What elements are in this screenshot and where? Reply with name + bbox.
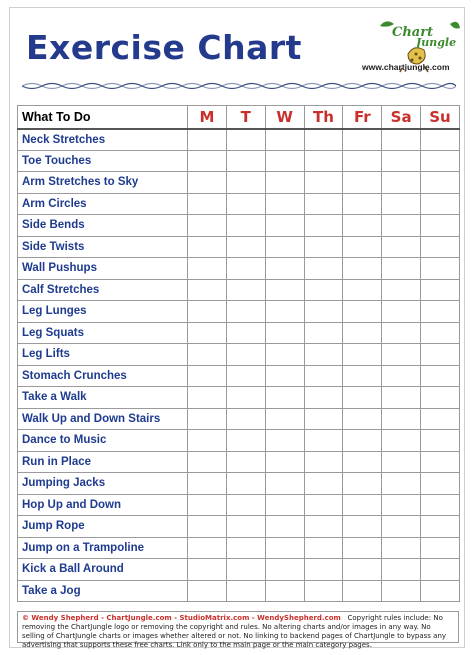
table-row: [18, 236, 460, 258]
header-row: [18, 106, 460, 129]
copyright-footer: [17, 611, 459, 649]
checkbox-cell[interactable]: [188, 150, 227, 172]
checkbox-cell[interactable]: [188, 193, 227, 215]
checkbox-cell[interactable]: [421, 258, 460, 280]
activity-label: Arm Stretches to Sky: [18, 172, 188, 194]
checkbox-cell[interactable]: [226, 279, 265, 301]
checkbox-cell[interactable]: [188, 580, 227, 602]
checkbox-cell[interactable]: [304, 408, 343, 430]
table-row: [18, 215, 460, 237]
checkbox-cell[interactable]: [421, 430, 460, 452]
checkbox-cell[interactable]: [226, 537, 265, 559]
checkbox-cell[interactable]: [188, 537, 227, 559]
checkbox-cell[interactable]: [382, 322, 421, 344]
activity-label: Run in Place: [18, 451, 188, 473]
table-row: [18, 537, 460, 559]
checkbox-cell[interactable]: [265, 451, 304, 473]
checkbox-cell[interactable]: [265, 344, 304, 366]
checkbox-cell[interactable]: [343, 279, 382, 301]
table-row: [18, 344, 460, 366]
checkbox-cell[interactable]: [421, 580, 460, 602]
checkbox-cell[interactable]: [226, 516, 265, 538]
checkbox-cell[interactable]: [226, 129, 265, 151]
checkbox-cell[interactable]: [382, 279, 421, 301]
checkbox-cell[interactable]: [421, 516, 460, 538]
checkbox-cell[interactable]: [265, 236, 304, 258]
table-row: [18, 516, 460, 538]
table-row: [18, 451, 460, 473]
checkbox-cell[interactable]: [226, 215, 265, 237]
checkbox-cell[interactable]: [421, 215, 460, 237]
column-header-day: M: [188, 106, 227, 129]
checkbox-cell[interactable]: [382, 516, 421, 538]
checkbox-cell[interactable]: [421, 322, 460, 344]
checkbox-cell[interactable]: [382, 193, 421, 215]
checkbox-cell[interactable]: [226, 344, 265, 366]
checkbox-cell[interactable]: [226, 473, 265, 495]
checkbox-cell[interactable]: [188, 172, 227, 194]
checkbox-cell[interactable]: [265, 150, 304, 172]
checkbox-cell[interactable]: [382, 150, 421, 172]
checkbox-cell[interactable]: [421, 559, 460, 581]
table-row: [18, 365, 460, 387]
column-header-activity: What To Do: [18, 106, 188, 129]
checkbox-cell[interactable]: [382, 258, 421, 280]
activity-label: Side Bends: [18, 215, 188, 237]
checkbox-cell[interactable]: [421, 537, 460, 559]
checkbox-cell[interactable]: [226, 494, 265, 516]
website-url: www.chartjungle.com: [362, 62, 450, 72]
table-row: [18, 150, 460, 172]
checkbox-cell[interactable]: [421, 129, 460, 151]
checkbox-cell[interactable]: [226, 172, 265, 194]
checkbox-cell[interactable]: [265, 580, 304, 602]
table-row: [18, 258, 460, 280]
checkbox-cell[interactable]: [382, 387, 421, 409]
table-row: [18, 301, 460, 323]
activity-label: Toe Touches: [18, 150, 188, 172]
checkbox-cell[interactable]: [343, 580, 382, 602]
checkbox-cell[interactable]: [343, 559, 382, 581]
logo-wordmark-jungle: Jungle: [416, 36, 457, 49]
checkbox-cell[interactable]: [226, 193, 265, 215]
checkbox-cell[interactable]: [304, 365, 343, 387]
column-header-day: T: [226, 106, 265, 129]
checkbox-cell[interactable]: [421, 387, 460, 409]
checkbox-cell[interactable]: [304, 559, 343, 581]
checkbox-cell[interactable]: [265, 301, 304, 323]
checkbox-cell[interactable]: [343, 172, 382, 194]
checkbox-cell[interactable]: [265, 387, 304, 409]
activity-label: Side Twists: [18, 236, 188, 258]
checkbox-cell[interactable]: [343, 215, 382, 237]
checkbox-cell[interactable]: [226, 301, 265, 323]
checkbox-cell[interactable]: [382, 430, 421, 452]
checkbox-cell[interactable]: [265, 430, 304, 452]
checkbox-cell[interactable]: [304, 129, 343, 151]
checkbox-cell[interactable]: [421, 494, 460, 516]
checkbox-cell[interactable]: [343, 516, 382, 538]
checkbox-cell[interactable]: [304, 258, 343, 280]
activity-label: Arm Circles: [18, 193, 188, 215]
checkbox-cell[interactable]: [382, 236, 421, 258]
checkbox-cell[interactable]: [265, 172, 304, 194]
checkbox-cell[interactable]: [226, 150, 265, 172]
checkbox-cell[interactable]: [304, 193, 343, 215]
table-row: [18, 430, 460, 452]
checkbox-cell[interactable]: [343, 344, 382, 366]
checkbox-cell[interactable]: [304, 473, 343, 495]
table-row: [18, 559, 460, 581]
checkbox-cell[interactable]: [226, 559, 265, 581]
checkbox-cell[interactable]: [188, 473, 227, 495]
checkbox-cell[interactable]: [343, 387, 382, 409]
footer-rules-intro: Copyright rules include:: [347, 614, 432, 622]
table-row: [18, 193, 460, 215]
checkbox-cell[interactable]: [188, 494, 227, 516]
checkbox-cell[interactable]: [382, 494, 421, 516]
footer-credits: © Wendy Shepherd - ChartJungle.com - StudioMatrix.com - WendyShepherd.com: [22, 614, 341, 622]
activity-label: Jumping Jacks: [18, 473, 188, 495]
checkbox-cell[interactable]: [188, 129, 227, 151]
checkbox-cell[interactable]: [421, 301, 460, 323]
activity-label: Leg Squats: [18, 322, 188, 344]
checkbox-cell[interactable]: [226, 322, 265, 344]
checkbox-cell[interactable]: [421, 365, 460, 387]
table-row: [18, 494, 460, 516]
checkbox-cell[interactable]: [304, 172, 343, 194]
checkbox-cell[interactable]: [343, 408, 382, 430]
checkbox-cell[interactable]: [382, 473, 421, 495]
checkbox-cell[interactable]: [265, 193, 304, 215]
footer-rules-text: No removing the ChartJungle logo or removing the copyright and rules. No altering charts and/or images in any way. No selling of ChartJungle charts or images whether altered or not. No linking to backend pages of ChartJungle to bypass any advertising that supports these free charts. Link only to the main page or the main category pages.: [22, 614, 447, 649]
decorative-divider: [22, 80, 456, 92]
activity-label: Leg Lifts: [18, 344, 188, 366]
checkbox-cell[interactable]: [382, 559, 421, 581]
table-row: [18, 408, 460, 430]
checkbox-cell[interactable]: [265, 537, 304, 559]
checkbox-cell[interactable]: [265, 365, 304, 387]
checkbox-cell[interactable]: [226, 430, 265, 452]
checkbox-cell[interactable]: [188, 559, 227, 581]
checkbox-cell[interactable]: [265, 215, 304, 237]
column-header-day: Th: [304, 106, 343, 129]
activity-label: Wall Pushups: [18, 258, 188, 280]
column-header-day: W: [265, 106, 304, 129]
table-row: [18, 129, 460, 151]
column-header-day: Su: [421, 106, 460, 129]
checkbox-cell[interactable]: [421, 344, 460, 366]
checkbox-cell[interactable]: [188, 279, 227, 301]
table-row: [18, 322, 460, 344]
checkbox-cell[interactable]: [382, 301, 421, 323]
activity-label: Stomach Crunches: [18, 365, 188, 387]
checkbox-cell[interactable]: [304, 301, 343, 323]
checkbox-cell[interactable]: [188, 344, 227, 366]
activity-label: Take a Jog: [18, 580, 188, 602]
checkbox-cell[interactable]: [343, 451, 382, 473]
checkbox-cell[interactable]: [343, 301, 382, 323]
checkbox-cell[interactable]: [382, 537, 421, 559]
checkbox-cell[interactable]: [188, 430, 227, 452]
table-row: [18, 279, 460, 301]
exercise-table: [17, 105, 460, 602]
checkbox-cell[interactable]: [304, 430, 343, 452]
checkbox-cell[interactable]: [382, 215, 421, 237]
activity-label: Walk Up and Down Stairs: [18, 408, 188, 430]
checkbox-cell[interactable]: [304, 580, 343, 602]
checkbox-cell[interactable]: [304, 279, 343, 301]
checkbox-cell[interactable]: [343, 236, 382, 258]
checkbox-cell[interactable]: [304, 236, 343, 258]
checkbox-cell[interactable]: [421, 473, 460, 495]
checkbox-cell[interactable]: [382, 580, 421, 602]
checkbox-cell[interactable]: [343, 322, 382, 344]
checkbox-cell[interactable]: [304, 451, 343, 473]
checkbox-cell[interactable]: [188, 451, 227, 473]
checkbox-cell[interactable]: [265, 129, 304, 151]
activity-label: Jump on a Trampoline: [18, 537, 188, 559]
activity-label: Jump Rope: [18, 516, 188, 538]
table-row: [18, 580, 460, 602]
column-header-day: Fr: [343, 106, 382, 129]
checkbox-cell[interactable]: [304, 537, 343, 559]
logo-wordmark-chart: Chart: [392, 25, 434, 40]
checkbox-cell[interactable]: [265, 258, 304, 280]
checkbox-cell[interactable]: [304, 150, 343, 172]
checkbox-cell[interactable]: [421, 150, 460, 172]
checkbox-cell[interactable]: [265, 279, 304, 301]
table-row: [18, 473, 460, 495]
activity-label: Dance to Music: [18, 430, 188, 452]
checkbox-cell[interactable]: [421, 451, 460, 473]
checkbox-cell[interactable]: [421, 172, 460, 194]
checkbox-cell[interactable]: [304, 516, 343, 538]
checkbox-cell[interactable]: [382, 365, 421, 387]
checkbox-cell[interactable]: [421, 193, 460, 215]
activity-label: Neck Stretches: [18, 129, 188, 151]
table-row: [18, 387, 460, 409]
checkbox-cell[interactable]: [265, 494, 304, 516]
checkbox-cell[interactable]: [304, 387, 343, 409]
checkbox-cell[interactable]: [188, 236, 227, 258]
checkbox-cell[interactable]: [226, 387, 265, 409]
activity-label: Take a Walk: [18, 387, 188, 409]
checkbox-cell[interactable]: [343, 537, 382, 559]
checkbox-cell[interactable]: [343, 365, 382, 387]
checkbox-cell[interactable]: [343, 473, 382, 495]
checkbox-cell[interactable]: [226, 580, 265, 602]
checkbox-cell[interactable]: [226, 408, 265, 430]
checkbox-cell[interactable]: [343, 129, 382, 151]
checkbox-cell[interactable]: [188, 516, 227, 538]
checkbox-cell[interactable]: [226, 365, 265, 387]
checkbox-cell[interactable]: [343, 150, 382, 172]
checkbox-cell[interactable]: [343, 258, 382, 280]
checkbox-cell[interactable]: [188, 387, 227, 409]
checkbox-cell[interactable]: [265, 322, 304, 344]
checkbox-cell[interactable]: [265, 559, 304, 581]
checkbox-cell[interactable]: [343, 430, 382, 452]
table-row: [18, 172, 460, 194]
checkbox-cell[interactable]: [304, 322, 343, 344]
checkbox-cell[interactable]: [382, 451, 421, 473]
page-title: Exercise Chart: [26, 28, 302, 67]
activity-label: Leg Lunges: [18, 301, 188, 323]
checkbox-cell[interactable]: [265, 473, 304, 495]
checkbox-cell[interactable]: [382, 344, 421, 366]
activity-label: Calf Stretches: [18, 279, 188, 301]
column-header-day: Sa: [382, 106, 421, 129]
checkbox-cell[interactable]: [382, 408, 421, 430]
checkbox-cell[interactable]: [188, 365, 227, 387]
checkbox-cell[interactable]: [304, 215, 343, 237]
checkbox-cell[interactable]: [343, 494, 382, 516]
checkbox-cell[interactable]: [382, 129, 421, 151]
checkbox-cell[interactable]: [188, 322, 227, 344]
checkbox-cell[interactable]: [265, 408, 304, 430]
checkbox-cell[interactable]: [188, 215, 227, 237]
checkbox-cell[interactable]: [188, 408, 227, 430]
checkbox-cell[interactable]: [421, 408, 460, 430]
checkbox-cell[interactable]: [226, 236, 265, 258]
checkbox-cell[interactable]: [421, 279, 460, 301]
checkbox-cell[interactable]: [188, 258, 227, 280]
activity-label: Hop Up and Down: [18, 494, 188, 516]
checkbox-cell[interactable]: [188, 301, 227, 323]
checkbox-cell[interactable]: [265, 516, 304, 538]
checkbox-cell[interactable]: [343, 193, 382, 215]
checkbox-cell[interactable]: [421, 236, 460, 258]
checkbox-cell[interactable]: [382, 172, 421, 194]
activity-label: Kick a Ball Around: [18, 559, 188, 581]
checkbox-cell[interactable]: [226, 451, 265, 473]
checkbox-cell[interactable]: [226, 258, 265, 280]
checkbox-cell[interactable]: [304, 494, 343, 516]
checkbox-cell[interactable]: [304, 344, 343, 366]
